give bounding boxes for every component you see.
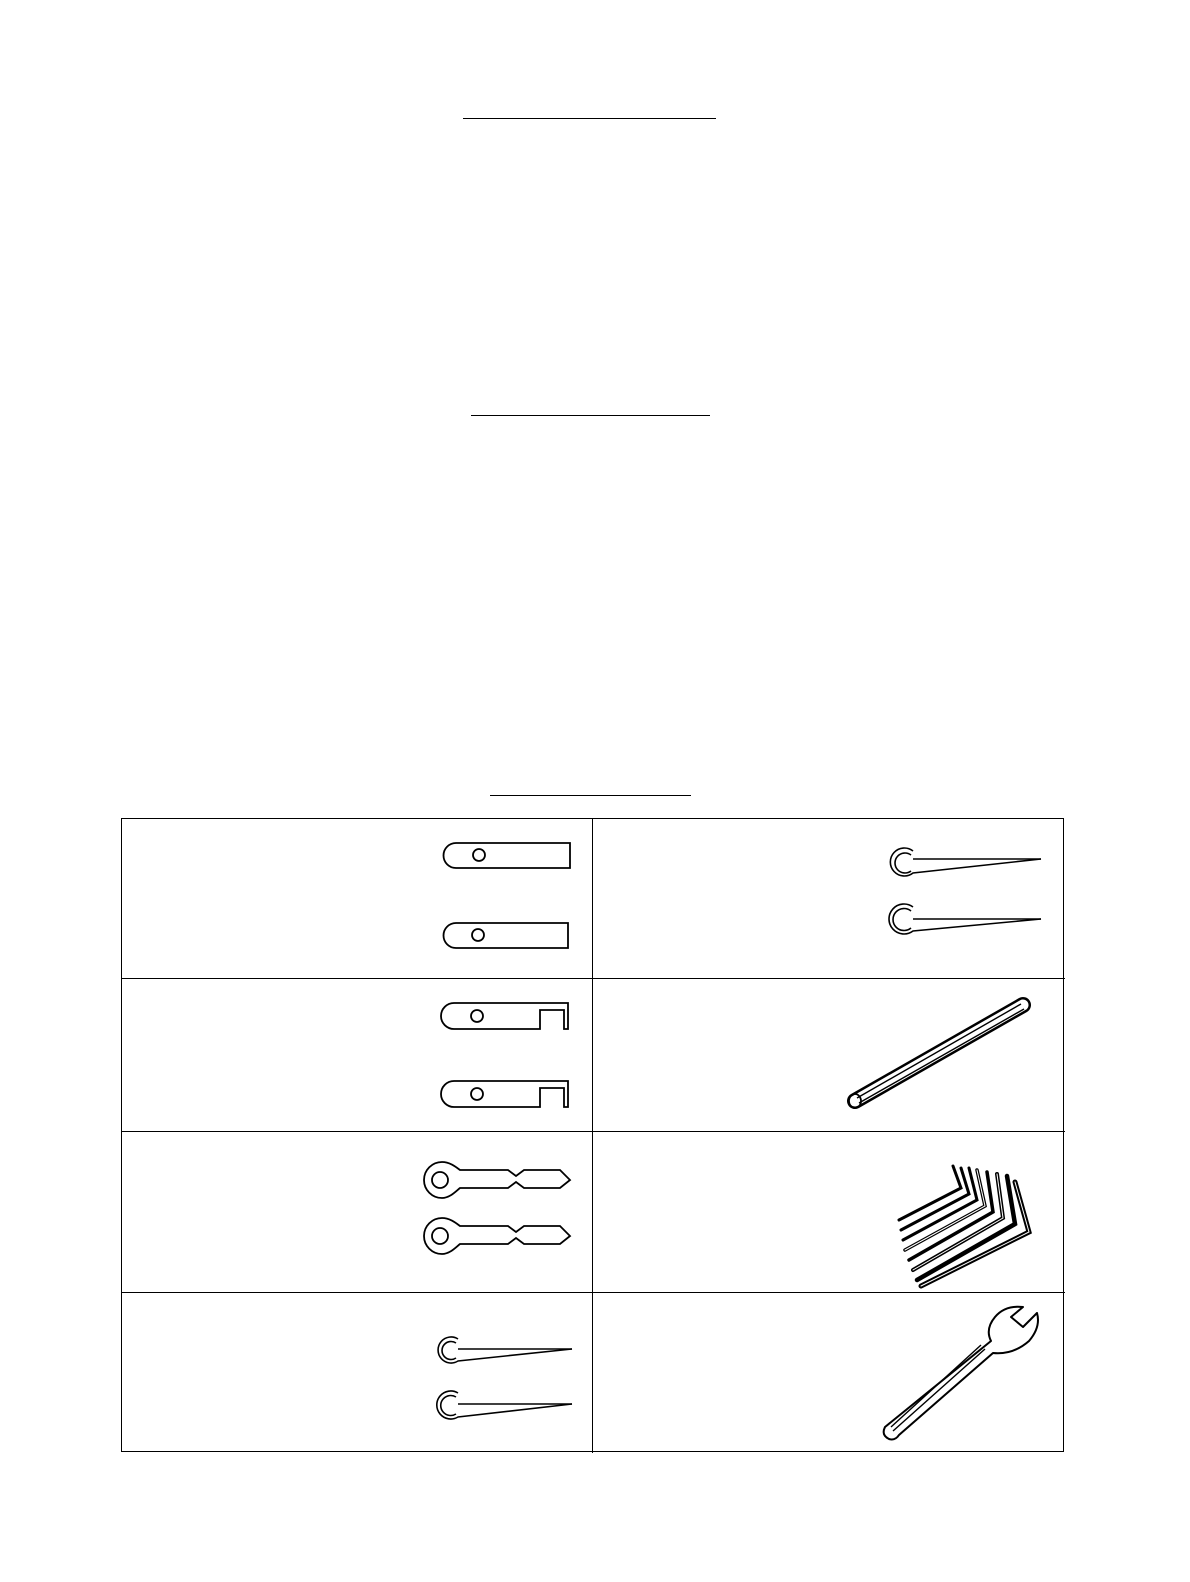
table-cell-wrench (593, 1293, 1065, 1453)
hex-key-set-icon (889, 1158, 1039, 1288)
parts-table (121, 818, 1064, 1452)
split-pin-small-icon (432, 1331, 577, 1436)
table-cell-large-pins (593, 819, 1065, 978)
key-tab-icon (420, 1158, 575, 1273)
table-cell-key-tabs (122, 1132, 592, 1292)
steel-rod-icon (843, 997, 1038, 1122)
flat-lock-plate-icon (442, 839, 572, 954)
open-end-wrench-icon (873, 1305, 1048, 1445)
heading-underline-2 (471, 415, 710, 416)
table-cell-notched-plates (122, 979, 592, 1131)
table-cell-flat-plates (122, 819, 592, 978)
heading-underline-3 (490, 795, 691, 796)
table-cell-steel-rod (593, 979, 1065, 1131)
table-cell-small-pins (122, 1293, 592, 1453)
split-pin-large-icon (883, 841, 1048, 941)
heading-underline-1 (463, 118, 716, 119)
notched-lock-plate-icon (440, 1001, 570, 1116)
table-cell-hex-keys (593, 1132, 1065, 1292)
